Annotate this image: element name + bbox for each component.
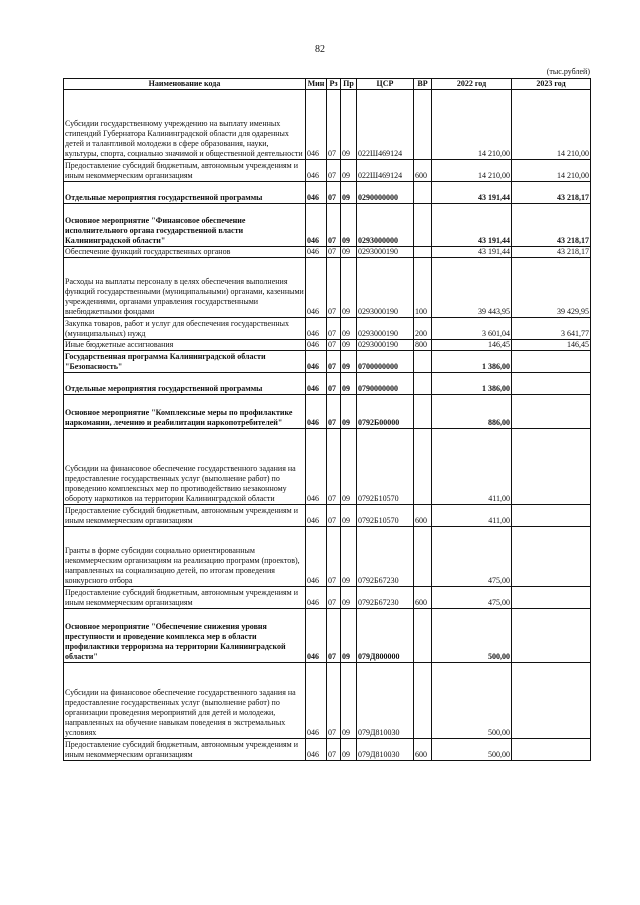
table-row bbox=[64, 373, 591, 395]
row-vr bbox=[414, 90, 432, 160]
row-min: 046 bbox=[306, 505, 327, 527]
row-vr bbox=[414, 609, 432, 663]
row-name: Отдельные мероприятия государственной программы bbox=[64, 182, 306, 204]
table-row bbox=[64, 505, 591, 527]
row-2022: 1 386,00 bbox=[432, 373, 512, 395]
row-2023 bbox=[512, 429, 591, 505]
row-2022: 500,00 bbox=[432, 663, 512, 739]
row-rz: 07 bbox=[327, 395, 341, 429]
row-pr: 09 bbox=[341, 429, 357, 505]
row-vr bbox=[414, 204, 432, 247]
row-vr: 600 bbox=[414, 160, 432, 182]
row-rz: 07 bbox=[327, 90, 341, 160]
row-csr: 0792Б67230 bbox=[357, 527, 414, 587]
row-rz: 07 bbox=[327, 247, 341, 258]
row-min: 046 bbox=[306, 90, 327, 160]
row-2022: 39 443,95 bbox=[432, 258, 512, 318]
row-csr: 0792Б10570 bbox=[357, 505, 414, 527]
units-label: (тыс.рублей) bbox=[546, 67, 590, 76]
row-min: 046 bbox=[306, 587, 327, 609]
row-name: Основное мероприятие "Обеспечение снижения уровня преступности и проведение комплекса мер в области профилактики терроризма на территории Калининградской области" bbox=[64, 609, 306, 663]
row-rz: 07 bbox=[327, 351, 341, 373]
row-name: Основное мероприятие "Комплексные меры по профилактике наркомании, лечению и реабилитации наркопотребителей" bbox=[64, 395, 306, 429]
row-min: 046 bbox=[306, 258, 327, 318]
row-pr: 09 bbox=[341, 527, 357, 587]
row-2023 bbox=[512, 663, 591, 739]
row-pr: 09 bbox=[341, 373, 357, 395]
row-2023: 43 218,17 bbox=[512, 247, 591, 258]
row-pr: 09 bbox=[341, 609, 357, 663]
row-2023: 3 641,77 bbox=[512, 318, 591, 340]
row-vr bbox=[414, 373, 432, 395]
row-2022: 3 601,04 bbox=[432, 318, 512, 340]
row-name: Отдельные мероприятия государственной программы bbox=[64, 373, 306, 395]
row-pr: 09 bbox=[341, 739, 357, 761]
row-rz: 07 bbox=[327, 429, 341, 505]
row-pr: 09 bbox=[341, 351, 357, 373]
row-rz: 07 bbox=[327, 160, 341, 182]
row-rz: 07 bbox=[327, 340, 341, 351]
row-name: Субсидии на финансовое обеспечение государственного задания на предоставление государственных услуг (выполнение работ) по проведению комплексных мер по противодействию незаконному обороту наркотиков на территории Калининградской области bbox=[64, 429, 306, 505]
row-2023: 146,45 bbox=[512, 340, 591, 351]
row-2022: 500,00 bbox=[432, 609, 512, 663]
row-name: Иные бюджетные ассигнования bbox=[64, 340, 306, 351]
header-min: Мин bbox=[306, 79, 327, 90]
row-min: 046 bbox=[306, 527, 327, 587]
row-pr: 09 bbox=[341, 318, 357, 340]
table-row bbox=[64, 739, 591, 761]
table-body bbox=[64, 90, 591, 761]
row-2023 bbox=[512, 609, 591, 663]
header-2022: 2022 год bbox=[432, 79, 512, 90]
row-name: Субсидии государственному учреждению на выплату именных стипендий Губернатора Калининградской области для одаренных детей и талантливой молодежи в сфере образования, науки, культуры, спорта, социально значимой и общественной деятельности bbox=[64, 90, 306, 160]
row-name: Обеспечение функций государственных органов bbox=[64, 247, 306, 258]
row-vr bbox=[414, 182, 432, 204]
row-min: 046 bbox=[306, 351, 327, 373]
row-vr bbox=[414, 351, 432, 373]
row-2023 bbox=[512, 739, 591, 761]
budget-table bbox=[63, 78, 591, 761]
row-2023 bbox=[512, 527, 591, 587]
row-name: Основное мероприятие "Финансовое обеспечение исполнительного органа государственной власти Калининградской области" bbox=[64, 204, 306, 247]
row-name: Гранты в форме субсидии социально ориентированным некоммерческим организациям на реализацию программ (проектов), направленных на социализацию детей, по итогам проведения конкурсного отбора bbox=[64, 527, 306, 587]
table-row bbox=[64, 204, 591, 247]
row-2022: 43 191,44 bbox=[432, 247, 512, 258]
row-2023: 14 210,00 bbox=[512, 90, 591, 160]
row-csr: 079Д810030 bbox=[357, 739, 414, 761]
row-rz: 07 bbox=[327, 258, 341, 318]
table-row bbox=[64, 340, 591, 351]
table-row bbox=[64, 395, 591, 429]
row-name: Государственная программа Калининградской области "Безопасность" bbox=[64, 351, 306, 373]
row-csr: 0700000000 bbox=[357, 351, 414, 373]
row-2022: 14 210,00 bbox=[432, 160, 512, 182]
row-rz: 07 bbox=[327, 505, 341, 527]
row-csr: 0293000190 bbox=[357, 340, 414, 351]
row-rz: 07 bbox=[327, 739, 341, 761]
row-csr: 0792Б00000 bbox=[357, 395, 414, 429]
row-rz: 07 bbox=[327, 204, 341, 247]
table-row bbox=[64, 609, 591, 663]
header-vr: ВР bbox=[414, 79, 432, 90]
row-name: Закупка товаров, работ и услуг для обеспечения государственных (муниципальных) нужд bbox=[64, 318, 306, 340]
row-rz: 07 bbox=[327, 587, 341, 609]
row-name: Предоставление субсидий бюджетным, автономным учреждениям и иным некоммерческим организациям bbox=[64, 587, 306, 609]
row-name: Предоставление субсидий бюджетным, автономным учреждениям и иным некоммерческим организациям bbox=[64, 160, 306, 182]
row-2022: 43 191,44 bbox=[432, 182, 512, 204]
row-pr: 09 bbox=[341, 182, 357, 204]
row-csr: 0293000190 bbox=[357, 258, 414, 318]
row-pr: 09 bbox=[341, 247, 357, 258]
row-csr: 0790000000 bbox=[357, 373, 414, 395]
row-2022: 14 210,00 bbox=[432, 90, 512, 160]
row-csr: 022Ш469124 bbox=[357, 90, 414, 160]
row-pr: 09 bbox=[341, 340, 357, 351]
row-2022: 500,00 bbox=[432, 739, 512, 761]
row-name: Субсидии на финансовое обеспечение государственного задания на предоставление государственных услуг (выполнение работ) по организации проведения мероприятий для детей и молодежи, направленных на обучение навыкам поведения в экстремальных условиях bbox=[64, 663, 306, 739]
row-vr bbox=[414, 527, 432, 587]
row-vr: 600 bbox=[414, 505, 432, 527]
table-row bbox=[64, 318, 591, 340]
row-min: 046 bbox=[306, 739, 327, 761]
row-csr: 079Д800000 bbox=[357, 609, 414, 663]
row-rz: 07 bbox=[327, 663, 341, 739]
table-row bbox=[64, 429, 591, 505]
row-name: Предоставление субсидий бюджетным, автономным учреждениям и иным некоммерческим организациям bbox=[64, 739, 306, 761]
row-2023 bbox=[512, 587, 591, 609]
row-vr bbox=[414, 247, 432, 258]
row-vr bbox=[414, 429, 432, 505]
table-row bbox=[64, 182, 591, 204]
row-2022: 1 386,00 bbox=[432, 351, 512, 373]
row-2022: 411,00 bbox=[432, 429, 512, 505]
row-vr: 200 bbox=[414, 318, 432, 340]
row-csr: 079Д810030 bbox=[357, 663, 414, 739]
row-vr: 100 bbox=[414, 258, 432, 318]
row-2023: 14 210,00 bbox=[512, 160, 591, 182]
row-csr: 0293000190 bbox=[357, 318, 414, 340]
header-rz: Рз bbox=[327, 79, 341, 90]
row-min: 046 bbox=[306, 160, 327, 182]
row-vr: 600 bbox=[414, 587, 432, 609]
row-pr: 09 bbox=[341, 90, 357, 160]
row-csr: 0293000000 bbox=[357, 204, 414, 247]
row-2023 bbox=[512, 351, 591, 373]
row-2022: 146,45 bbox=[432, 340, 512, 351]
row-csr: 0290000000 bbox=[357, 182, 414, 204]
row-min: 046 bbox=[306, 429, 327, 505]
row-min: 046 bbox=[306, 663, 327, 739]
row-vr: 600 bbox=[414, 739, 432, 761]
row-2023: 43 218,17 bbox=[512, 204, 591, 247]
table-row bbox=[64, 663, 591, 739]
row-min: 046 bbox=[306, 204, 327, 247]
table-row bbox=[64, 90, 591, 160]
header-name: Наименование кода bbox=[64, 79, 306, 90]
table-row bbox=[64, 527, 591, 587]
row-2022: 411,00 bbox=[432, 505, 512, 527]
row-name: Расходы на выплаты персоналу в целях обеспечения выполнения функций государственными (муниципальными) органами, казенными учреждениями, органами управления государственными внебюджетными фондами bbox=[64, 258, 306, 318]
row-min: 046 bbox=[306, 373, 327, 395]
row-2022: 475,00 bbox=[432, 527, 512, 587]
row-pr: 09 bbox=[341, 663, 357, 739]
row-csr: 0792Б10570 bbox=[357, 429, 414, 505]
row-pr: 09 bbox=[341, 587, 357, 609]
row-2022: 475,00 bbox=[432, 587, 512, 609]
row-pr: 09 bbox=[341, 160, 357, 182]
row-2022: 43 191,44 bbox=[432, 204, 512, 247]
row-2023: 39 429,95 bbox=[512, 258, 591, 318]
row-2023 bbox=[512, 373, 591, 395]
row-2023: 43 218,17 bbox=[512, 182, 591, 204]
row-min: 046 bbox=[306, 247, 327, 258]
row-vr bbox=[414, 663, 432, 739]
page-number: 82 bbox=[315, 44, 325, 55]
row-2022: 886,00 bbox=[432, 395, 512, 429]
table-row bbox=[64, 258, 591, 318]
row-vr: 800 bbox=[414, 340, 432, 351]
row-csr: 0293000190 bbox=[357, 247, 414, 258]
row-rz: 07 bbox=[327, 182, 341, 204]
row-name: Предоставление субсидий бюджетным, автономным учреждениям и иным некоммерческим организациям bbox=[64, 505, 306, 527]
row-rz: 07 bbox=[327, 373, 341, 395]
row-vr bbox=[414, 395, 432, 429]
row-min: 046 bbox=[306, 182, 327, 204]
row-min: 046 bbox=[306, 609, 327, 663]
row-rz: 07 bbox=[327, 527, 341, 587]
row-min: 046 bbox=[306, 340, 327, 351]
row-pr: 09 bbox=[341, 505, 357, 527]
header-row bbox=[64, 79, 591, 90]
table-row bbox=[64, 587, 591, 609]
header-pr: Пр bbox=[341, 79, 357, 90]
header-csr: ЦСР bbox=[357, 79, 414, 90]
row-pr: 09 bbox=[341, 258, 357, 318]
row-2023 bbox=[512, 505, 591, 527]
row-2023 bbox=[512, 395, 591, 429]
header-2023: 2023 год bbox=[512, 79, 591, 90]
row-csr: 022Ш469124 bbox=[357, 160, 414, 182]
table-row bbox=[64, 247, 591, 258]
row-rz: 07 bbox=[327, 318, 341, 340]
table-row bbox=[64, 160, 591, 182]
row-csr: 0792Б67230 bbox=[357, 587, 414, 609]
row-min: 046 bbox=[306, 318, 327, 340]
row-pr: 09 bbox=[341, 395, 357, 429]
row-min: 046 bbox=[306, 395, 327, 429]
row-pr: 09 bbox=[341, 204, 357, 247]
row-rz: 07 bbox=[327, 609, 341, 663]
table-row bbox=[64, 351, 591, 373]
